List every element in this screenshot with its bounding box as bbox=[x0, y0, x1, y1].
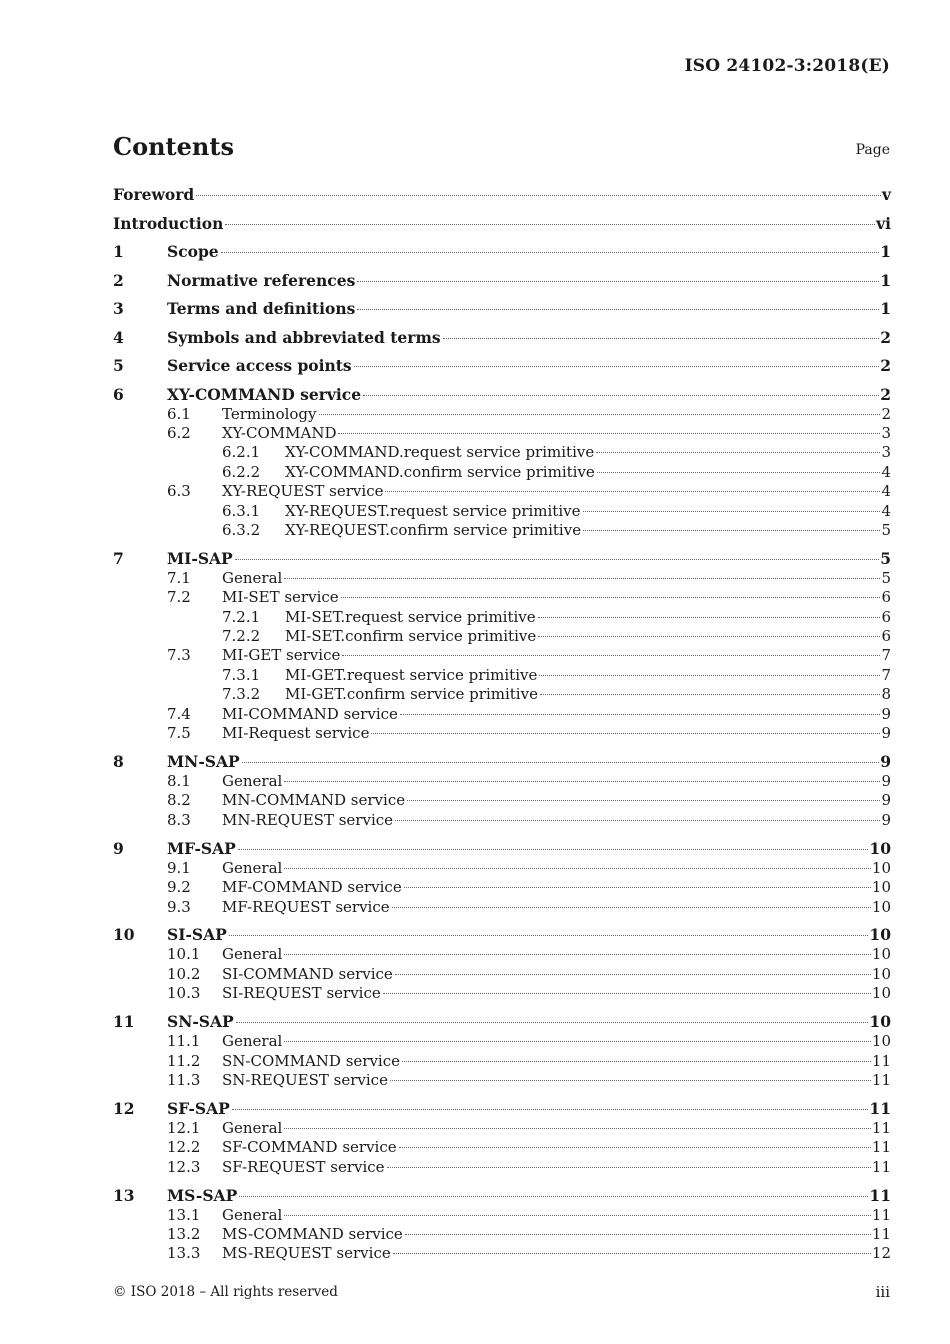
dot-leader bbox=[395, 820, 880, 821]
toc-entry[interactable] bbox=[113, 1119, 891, 1138]
toc-entry-page: 5 bbox=[881, 568, 891, 587]
dot-leader bbox=[284, 781, 880, 782]
toc-entry-page: 10 bbox=[869, 925, 891, 945]
toc-entry-title: MN-SAP bbox=[167, 752, 240, 771]
dot-leader bbox=[239, 1196, 868, 1197]
toc-entry-title: MF-REQUEST service bbox=[222, 897, 390, 916]
toc-entry-number: 6.2 bbox=[167, 423, 191, 442]
toc-entry[interactable] bbox=[113, 772, 891, 791]
dot-leader bbox=[407, 800, 880, 801]
toc-entry-title: MS-COMMAND service bbox=[222, 1225, 403, 1243]
toc-entry[interactable] bbox=[113, 1012, 891, 1032]
toc-entry[interactable] bbox=[113, 811, 891, 830]
dot-leader bbox=[443, 338, 880, 339]
toc-entry[interactable] bbox=[113, 463, 891, 482]
toc-entry-title: SF-SAP bbox=[167, 1098, 230, 1118]
toc-entry-title: Normative references bbox=[167, 270, 356, 290]
toc-entry-page: 11 bbox=[871, 1205, 891, 1224]
toc-entry-page: 6 bbox=[881, 627, 891, 646]
dot-leader bbox=[385, 491, 880, 492]
dot-leader bbox=[400, 714, 881, 715]
toc-entry-number: 10.2 bbox=[167, 964, 201, 983]
toc-entry[interactable] bbox=[113, 984, 891, 1003]
toc-entry-title: Foreword bbox=[113, 185, 195, 204]
dot-leader bbox=[284, 954, 871, 955]
dot-leader bbox=[390, 1080, 871, 1081]
dot-leader bbox=[597, 472, 881, 473]
toc-entry-number: 7.3.2 bbox=[222, 685, 261, 704]
toc-entry-number: 8.1 bbox=[167, 772, 191, 790]
toc-entry-title: XY-REQUEST service bbox=[222, 482, 384, 501]
toc-entry-page: 5 bbox=[881, 520, 891, 539]
dot-leader bbox=[405, 1234, 871, 1235]
dot-leader bbox=[338, 433, 880, 434]
toc-entry-page: 1 bbox=[880, 242, 891, 261]
toc-entry-title: XY-COMMAND.confirm service primitive bbox=[285, 462, 595, 481]
toc-entry-page: 2 bbox=[880, 356, 891, 375]
toc-entry[interactable] bbox=[113, 685, 891, 704]
toc-entry-page: 11 bbox=[871, 1118, 891, 1137]
toc-entry-number: 7.5 bbox=[167, 724, 191, 743]
toc-entry-title: MN-REQUEST service bbox=[222, 810, 394, 829]
toc-entry-number: 6.2.2 bbox=[222, 462, 261, 481]
toc-entry-title: General bbox=[222, 568, 283, 587]
toc-entry-page: 10 bbox=[871, 878, 891, 897]
toc-entry[interactable] bbox=[113, 271, 891, 291]
dot-leader bbox=[395, 974, 871, 975]
toc-entry[interactable] bbox=[113, 1071, 891, 1090]
toc-entry[interactable] bbox=[113, 588, 891, 607]
toc-entry-page: 9 bbox=[881, 810, 891, 829]
dot-leader bbox=[583, 530, 880, 531]
toc-entry-page: 9 bbox=[881, 724, 891, 743]
toc-entry-number: 6.3.1 bbox=[222, 501, 261, 520]
toc-entry-number: 7.3 bbox=[167, 646, 191, 665]
toc-entry-page: 1 bbox=[880, 270, 891, 290]
dot-leader bbox=[236, 1022, 869, 1023]
table-of-contents bbox=[113, 185, 891, 1264]
toc-entry-number: 13.2 bbox=[167, 1225, 201, 1243]
toc-entry-title: MS-REQUEST service bbox=[222, 1244, 391, 1263]
toc-entry[interactable] bbox=[113, 502, 891, 521]
toc-entry-page: 4 bbox=[881, 482, 891, 501]
toc-entry-page: 9 bbox=[881, 791, 891, 810]
dot-leader bbox=[225, 224, 875, 225]
toc-entry[interactable] bbox=[113, 646, 891, 665]
toc-entry-title: MI-SET.confirm service primitive bbox=[285, 627, 537, 646]
toc-entry-title: MI-GET.request service primitive bbox=[285, 665, 538, 684]
toc-entry-page: 5 bbox=[880, 548, 891, 568]
toc-entry-number: 12.2 bbox=[167, 1138, 201, 1157]
footer-page-number: iii bbox=[875, 1283, 890, 1301]
toc-entry-page: 4 bbox=[881, 462, 891, 481]
toc-entry-title: MI-SAP bbox=[167, 548, 233, 568]
document-id: ISO 24102-3:2018(E) bbox=[684, 56, 890, 76]
toc-entry-page: 2 bbox=[881, 404, 891, 423]
dot-leader bbox=[235, 559, 879, 560]
toc-entry-title: SN-COMMAND service bbox=[222, 1051, 401, 1070]
toc-entry-page: 6 bbox=[881, 607, 891, 626]
dot-leader bbox=[342, 655, 880, 656]
toc-entry-title: MI-Request service bbox=[222, 724, 370, 743]
toc-entry-page: 7 bbox=[881, 665, 891, 684]
toc-entry-title: Scope bbox=[167, 242, 219, 261]
toc-entry-title: General bbox=[222, 1205, 283, 1224]
toc-entry-title: Terminology bbox=[222, 404, 317, 423]
toc-entry-page: 10 bbox=[871, 964, 891, 983]
toc-entry-number: 6.1 bbox=[167, 404, 191, 423]
toc-entry[interactable] bbox=[113, 925, 891, 945]
toc-entry[interactable] bbox=[113, 482, 891, 501]
toc-entry-page: 10 bbox=[871, 945, 891, 964]
toc-entry-title: General bbox=[222, 858, 283, 877]
toc-entry-number: 10.3 bbox=[167, 984, 201, 1003]
toc-entry-title: XY-REQUEST.request service primitive bbox=[285, 501, 581, 520]
toc-entry[interactable] bbox=[113, 1099, 891, 1119]
toc-entry-number: 6.2.1 bbox=[222, 443, 261, 462]
toc-entry-title: SI-REQUEST service bbox=[222, 984, 381, 1003]
toc-entry-title: MF-COMMAND service bbox=[222, 878, 402, 897]
toc-entry-page: 10 bbox=[869, 1012, 891, 1032]
toc-entry[interactable] bbox=[113, 405, 891, 424]
toc-entry-page: 6 bbox=[881, 588, 891, 607]
toc-entry[interactable] bbox=[113, 242, 891, 262]
dot-leader bbox=[354, 366, 880, 367]
dot-leader bbox=[393, 1253, 871, 1254]
dot-leader bbox=[363, 395, 879, 396]
toc-entry-title: MI-SET.request service primitive bbox=[285, 607, 536, 626]
toc-entry-page: 8 bbox=[881, 685, 891, 704]
toc-entry-number: 8 bbox=[113, 752, 124, 771]
toc-entry-number: 12.1 bbox=[167, 1118, 201, 1137]
toc-entry-page: 10 bbox=[871, 858, 891, 877]
toc-entry[interactable] bbox=[113, 521, 891, 540]
toc-entry-title: MI-COMMAND service bbox=[222, 704, 398, 723]
dot-leader bbox=[341, 597, 881, 598]
toc-entry-number: 7.1 bbox=[167, 568, 191, 587]
dot-leader bbox=[196, 195, 881, 196]
toc-entry[interactable] bbox=[113, 965, 891, 984]
toc-entry-number: 13.1 bbox=[167, 1205, 201, 1224]
toc-entry-number: 6 bbox=[113, 384, 124, 404]
toc-entry[interactable] bbox=[113, 424, 891, 443]
toc-entry-page: 1 bbox=[880, 299, 891, 318]
dot-leader bbox=[596, 452, 880, 453]
toc-entry-number: 2 bbox=[113, 270, 124, 290]
toc-entry-title: Terms and definitions bbox=[167, 299, 356, 318]
toc-entry[interactable] bbox=[113, 1186, 891, 1206]
toc-entry[interactable] bbox=[113, 1032, 891, 1051]
toc-entry[interactable] bbox=[113, 385, 891, 405]
toc-entry-number: 7.4 bbox=[167, 704, 191, 723]
toc-entry-number: 13.3 bbox=[167, 1244, 201, 1263]
toc-entry[interactable] bbox=[113, 859, 891, 878]
dot-leader bbox=[229, 935, 869, 936]
toc-entry-page: v bbox=[881, 185, 891, 204]
toc-entry[interactable] bbox=[113, 898, 891, 917]
toc-entry-title: SI-SAP bbox=[167, 925, 227, 945]
page-column-label: Page bbox=[855, 142, 890, 158]
toc-entry[interactable] bbox=[113, 214, 891, 234]
dot-leader bbox=[402, 1061, 871, 1062]
dot-leader bbox=[583, 511, 881, 512]
dot-leader bbox=[538, 617, 881, 618]
toc-entry-number: 7.2.2 bbox=[222, 627, 261, 646]
toc-entry-number: 13 bbox=[113, 1185, 135, 1205]
toc-entry[interactable] bbox=[113, 356, 891, 376]
toc-entry-page: 9 bbox=[880, 752, 891, 771]
toc-entry[interactable] bbox=[113, 443, 891, 462]
footer-copyright: © ISO 2018 – All rights reserved bbox=[113, 1284, 338, 1300]
dot-leader bbox=[538, 636, 880, 637]
toc-entry[interactable] bbox=[113, 1158, 891, 1177]
toc-entry[interactable] bbox=[113, 666, 891, 685]
toc-entry-title: Service access points bbox=[167, 356, 352, 375]
toc-entry[interactable] bbox=[113, 878, 891, 897]
dot-leader bbox=[284, 868, 871, 869]
toc-entry-page: 10 bbox=[871, 984, 891, 1003]
dot-leader bbox=[357, 309, 879, 310]
toc-entry-number: 7.2 bbox=[167, 588, 191, 607]
toc-entry-page: 4 bbox=[881, 501, 891, 520]
toc-entry[interactable] bbox=[113, 1138, 891, 1157]
dot-leader bbox=[404, 887, 871, 888]
toc-title: Contents bbox=[113, 132, 234, 161]
dot-leader bbox=[319, 414, 881, 415]
dot-leader bbox=[539, 675, 880, 676]
toc-entry-title: General bbox=[222, 772, 283, 790]
toc-entry-page: 11 bbox=[869, 1185, 891, 1205]
toc-entry-page: 11 bbox=[871, 1070, 891, 1089]
toc-entry-title: XY-REQUEST.confirm service primitive bbox=[285, 520, 582, 539]
toc-entry-number: 11.3 bbox=[167, 1070, 201, 1089]
toc-entry-number: 12 bbox=[113, 1098, 135, 1118]
toc-entry-page: 3 bbox=[881, 423, 891, 442]
toc-entry-number: 10.1 bbox=[167, 945, 201, 964]
dot-leader bbox=[284, 1128, 871, 1129]
toc-entry-number: 9.1 bbox=[167, 858, 191, 877]
dot-leader bbox=[221, 252, 880, 253]
dot-leader bbox=[383, 993, 871, 994]
toc-entry-number: 6.3 bbox=[167, 482, 191, 501]
toc-entry-title: Symbols and abbreviated terms bbox=[167, 327, 441, 347]
toc-entry-title: MF-SAP bbox=[167, 838, 236, 858]
dot-leader bbox=[242, 762, 880, 763]
dot-leader bbox=[238, 849, 869, 850]
toc-entry-number: 11.2 bbox=[167, 1051, 201, 1070]
toc-entry-page: 2 bbox=[880, 384, 891, 404]
toc-entry-number: 8.3 bbox=[167, 810, 191, 829]
toc-entry-title: SF-REQUEST service bbox=[222, 1157, 385, 1176]
toc-entry-number: 6.3.2 bbox=[222, 520, 261, 539]
toc-entry-title: XY-COMMAND service bbox=[167, 384, 362, 404]
toc-entry-number: 11.1 bbox=[167, 1032, 201, 1051]
toc-entry-number: 4 bbox=[113, 327, 124, 347]
toc-entry-page: 11 bbox=[871, 1138, 891, 1157]
toc-entry[interactable] bbox=[113, 705, 891, 724]
toc-entry-number: 3 bbox=[113, 299, 124, 318]
toc-entry-page: 12 bbox=[871, 1244, 891, 1263]
toc-entry[interactable] bbox=[113, 1244, 891, 1263]
toc-entry-number: 9.2 bbox=[167, 878, 191, 897]
toc-entry[interactable] bbox=[113, 839, 891, 859]
toc-entry[interactable] bbox=[113, 549, 891, 569]
toc-entry[interactable] bbox=[113, 299, 891, 319]
toc-entry[interactable] bbox=[113, 724, 891, 743]
dot-leader bbox=[232, 1109, 869, 1110]
toc-entry[interactable] bbox=[113, 1225, 891, 1244]
toc-entry-title: MI-GET service bbox=[222, 646, 341, 665]
dot-leader bbox=[540, 694, 881, 695]
toc-entry-page: 2 bbox=[880, 327, 891, 347]
toc-entry-title: XY-COMMAND bbox=[222, 423, 337, 442]
toc-entry-title: General bbox=[222, 945, 283, 964]
toc-entry-title: Introduction bbox=[113, 213, 224, 233]
toc-entry-page: 9 bbox=[881, 772, 891, 790]
dot-leader bbox=[392, 907, 871, 908]
toc-entry-page: 11 bbox=[869, 1098, 891, 1118]
toc-entry-page: 9 bbox=[881, 704, 891, 723]
toc-entry-page: 11 bbox=[871, 1051, 891, 1070]
dot-leader bbox=[357, 281, 879, 282]
toc-entry-title: MS-SAP bbox=[167, 1185, 238, 1205]
toc-entry[interactable] bbox=[113, 185, 891, 205]
toc-entry-title: SN-SAP bbox=[167, 1012, 234, 1032]
toc-entry-page: 10 bbox=[871, 897, 891, 916]
toc-entry-title: SF-COMMAND service bbox=[222, 1138, 397, 1157]
toc-entry[interactable] bbox=[113, 791, 891, 810]
toc-entry[interactable] bbox=[113, 945, 891, 964]
toc-entry-number: 5 bbox=[113, 356, 124, 375]
toc-entry[interactable] bbox=[113, 752, 891, 772]
toc-entry-title: MI-GET.confirm service primitive bbox=[285, 685, 538, 704]
toc-entry-number: 12.3 bbox=[167, 1157, 201, 1176]
toc-entry-number: 7 bbox=[113, 548, 124, 568]
toc-entry-page: 10 bbox=[869, 838, 891, 858]
toc-entry[interactable] bbox=[113, 608, 891, 627]
toc-entry[interactable] bbox=[113, 328, 891, 348]
toc-entry-title: SN-REQUEST service bbox=[222, 1070, 388, 1089]
toc-entry[interactable] bbox=[113, 1206, 891, 1225]
dot-leader bbox=[284, 1041, 871, 1042]
toc-entry-page: 11 bbox=[871, 1157, 891, 1176]
dot-leader bbox=[284, 1215, 871, 1216]
toc-entry-title: General bbox=[222, 1118, 283, 1137]
toc-entry[interactable] bbox=[113, 569, 891, 588]
toc-entry-page: 11 bbox=[871, 1225, 891, 1243]
dot-leader bbox=[387, 1167, 871, 1168]
toc-entry-title: MI-SET service bbox=[222, 588, 339, 607]
toc-entry-page: 3 bbox=[881, 443, 891, 462]
toc-entry-title: SI-COMMAND service bbox=[222, 964, 393, 983]
toc-entry-number: 7.2.1 bbox=[222, 607, 261, 626]
toc-entry-page: 10 bbox=[871, 1032, 891, 1051]
toc-entry-number: 10 bbox=[113, 925, 135, 945]
toc-entry-page: vi bbox=[876, 213, 891, 233]
toc-entry-title: XY-COMMAND.request service primitive bbox=[285, 443, 595, 462]
dot-leader bbox=[284, 578, 880, 579]
toc-entry-number: 1 bbox=[113, 242, 124, 261]
toc-entry[interactable] bbox=[113, 1052, 891, 1071]
toc-entry-number: 7.3.1 bbox=[222, 665, 261, 684]
toc-entry-title: General bbox=[222, 1032, 283, 1051]
toc-entry-number: 9.3 bbox=[167, 897, 191, 916]
dot-leader bbox=[371, 733, 880, 734]
dot-leader bbox=[399, 1147, 871, 1148]
toc-entry-number: 11 bbox=[113, 1012, 135, 1032]
toc-entry-title: MN-COMMAND service bbox=[222, 791, 406, 810]
toc-entry-page: 7 bbox=[881, 646, 891, 665]
toc-entry-number: 9 bbox=[113, 838, 124, 858]
toc-entry-number: 8.2 bbox=[167, 791, 191, 810]
toc-entry[interactable] bbox=[113, 627, 891, 646]
